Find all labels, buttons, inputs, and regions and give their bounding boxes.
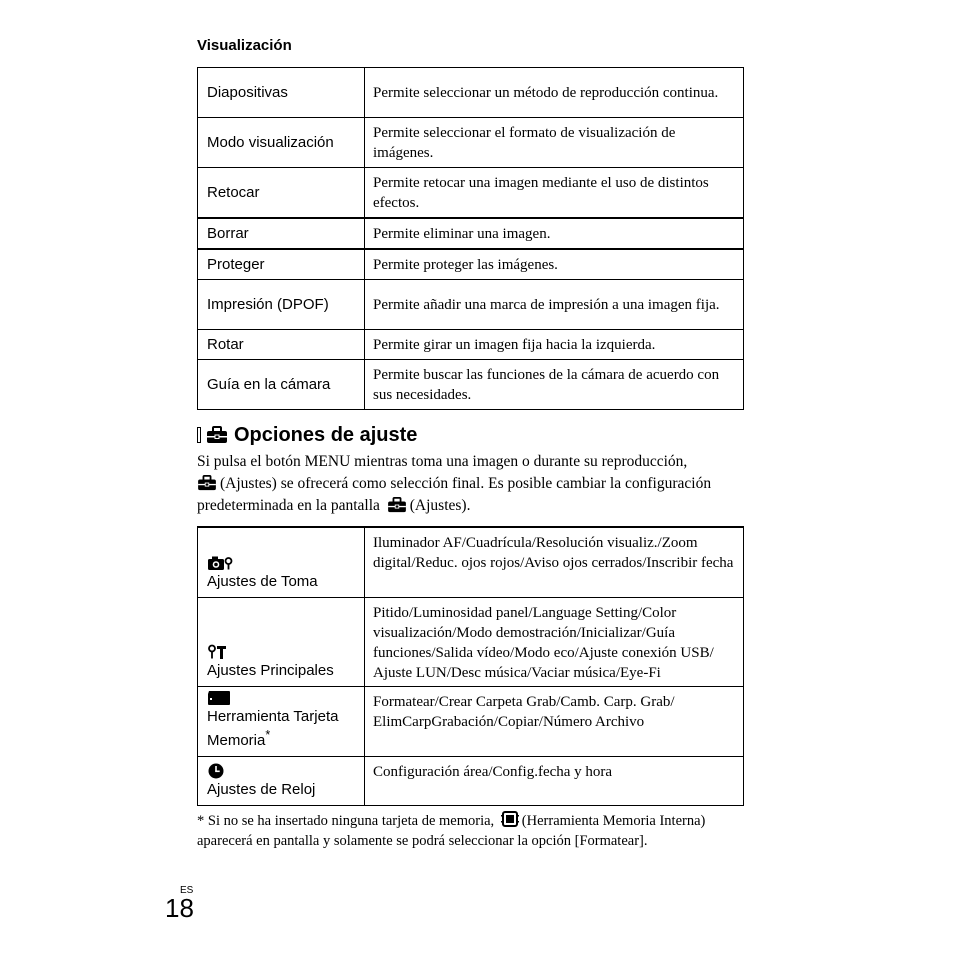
row-description: Permite buscar las funciones de la cámara de acuerdo con sus necesidades. bbox=[365, 360, 744, 410]
row-description: Permite proteger las imágenes. bbox=[365, 249, 744, 280]
row-name-cell bbox=[198, 598, 365, 687]
row-description: Formatear/Crear Carpeta Grab/Camb. Carp. Grab/ ElimCarpGrabación/Copiar/Número Archivo bbox=[365, 687, 744, 757]
memory-card-icon bbox=[207, 689, 231, 707]
table-row bbox=[198, 598, 744, 687]
toolbox-icon bbox=[206, 426, 228, 444]
row-name: Rotar bbox=[198, 330, 365, 360]
internal-memory-icon bbox=[501, 810, 519, 828]
table-row bbox=[198, 360, 744, 410]
table-row bbox=[198, 687, 744, 757]
toolbox-icon bbox=[197, 475, 217, 491]
section-title bbox=[197, 422, 417, 448]
row-name: Ajustes de Reloj bbox=[207, 781, 316, 798]
footnote bbox=[197, 810, 737, 851]
row-name: Proteger bbox=[198, 249, 365, 280]
section-heading-visualizacion: Visualización bbox=[197, 37, 292, 54]
camera-settings-icon bbox=[207, 554, 233, 572]
table-row bbox=[198, 68, 744, 118]
table-row bbox=[198, 118, 744, 168]
row-description: Pitido/Luminosidad panel/Language Setting/Color visualización/Modo demostración/Inicializar/Guía funciones/Salida vídeo/Modo eco/Ajuste conexión USB/ Ajuste LUN/Desc música/Vaciar música/Eye-Fi bbox=[365, 598, 744, 687]
section-marker bbox=[197, 427, 201, 443]
row-name: Modo visualización bbox=[198, 118, 365, 168]
row-description: Permite retocar una imagen mediante el uso de distintos efectos. bbox=[365, 168, 744, 219]
row-name-cell bbox=[198, 687, 365, 757]
footnote-text-1: * Si no se ha insertado ninguna tarjeta de memoria, bbox=[197, 813, 495, 829]
row-name: Impresión (DPOF) bbox=[198, 280, 365, 330]
clock-icon bbox=[207, 762, 225, 780]
page-number: 18 bbox=[165, 893, 194, 923]
row-description: Permite añadir una marca de impresión a una imagen fija. bbox=[365, 280, 744, 330]
tools-icon bbox=[207, 643, 227, 661]
visualizacion-table bbox=[197, 67, 744, 410]
row-description: Configuración área/Config.fecha y hora bbox=[365, 757, 744, 806]
footnote-marker: * bbox=[265, 728, 271, 742]
row-description: Permite seleccionar el formato de visualización de imágenes. bbox=[365, 118, 744, 168]
row-name: Borrar bbox=[198, 218, 365, 249]
table-row bbox=[198, 218, 744, 249]
intro-text-3: (Ajustes). bbox=[409, 497, 471, 514]
toolbox-icon bbox=[387, 497, 407, 513]
row-name-cell bbox=[198, 757, 365, 806]
table-row bbox=[198, 280, 744, 330]
settings-table bbox=[197, 526, 744, 806]
row-description: Permite seleccionar un método de reproducción continua. bbox=[365, 68, 744, 118]
page-language-label: ES bbox=[180, 885, 194, 896]
intro-text-1: Si pulsa el botón MENU mientras toma una imagen o durante su reproducción, bbox=[197, 453, 688, 470]
table-row bbox=[198, 168, 744, 219]
table-row bbox=[198, 330, 744, 360]
row-name: Guía en la cámara bbox=[198, 360, 365, 410]
row-name: Retocar bbox=[198, 168, 365, 219]
footnote-text-2: (Herramienta Memoria Interna) aparecerá en pantalla y solamente se podrá seleccionar la opción [Formatear]. bbox=[197, 813, 706, 849]
table-row bbox=[198, 757, 744, 806]
row-name: Herramienta Tarjeta Memoria bbox=[207, 708, 339, 749]
row-name: Diapositivas bbox=[198, 68, 365, 118]
row-name: Ajustes de Toma bbox=[207, 573, 318, 590]
table-row bbox=[198, 249, 744, 280]
intro-paragraph bbox=[197, 451, 757, 517]
row-description: Iluminador AF/Cuadrícula/Resolución visualiz./Zoom digital/Reduc. ojos rojos/Aviso ojos cerrados/Inscribir fecha bbox=[365, 527, 744, 598]
row-description: Permite eliminar una imagen. bbox=[365, 218, 744, 249]
section-title-text: Opciones de ajuste bbox=[234, 423, 418, 446]
row-name: Ajustes Principales bbox=[207, 662, 334, 679]
table-row bbox=[198, 527, 744, 598]
row-description: Permite girar un imagen fija hacia la izquierda. bbox=[365, 330, 744, 360]
intro-text-2: (Ajustes) se ofrecerá como selección final. Es posible cambiar la configuración predeterminada en la pantalla bbox=[197, 475, 712, 514]
row-name-cell bbox=[198, 527, 365, 598]
